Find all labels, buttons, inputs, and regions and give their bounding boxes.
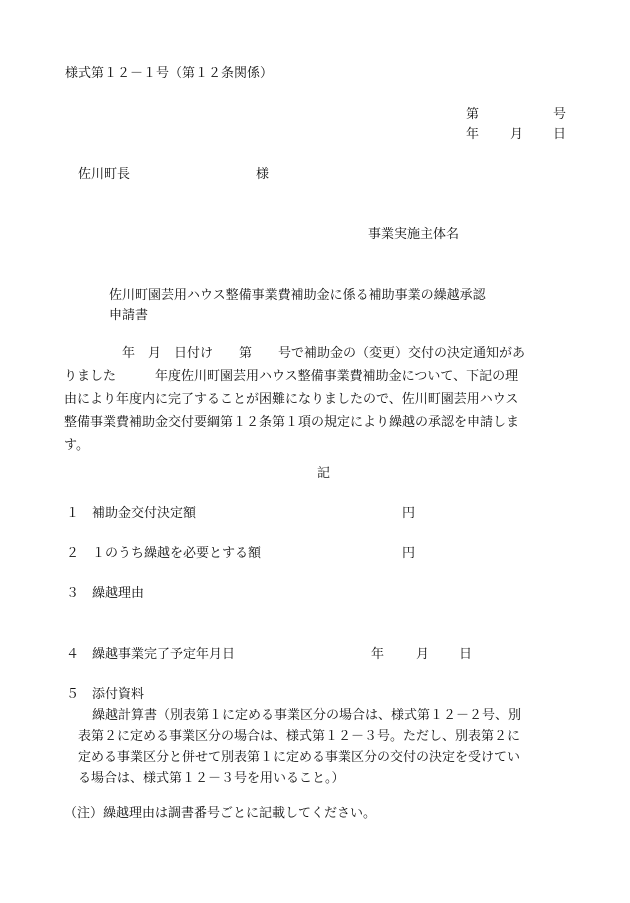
body-line-3: 由により年度内に完了することが困難になりましたので、佐川町園芸用ハウス [64,392,519,407]
addressee-honorific: 様 [256,167,270,182]
item4-month: 月 [416,647,430,662]
item5-text-line-3: 定める事業区分と併せて別表第１に定める事業区分の交付の決定を受けてい [78,750,521,765]
item3-number: ３ [66,586,80,601]
item3-label: 繰越理由 [92,586,145,601]
body-line-5: す。 [64,438,89,453]
item2-number: ２ [66,546,80,561]
item4-day: 日 [459,647,473,662]
body-line-1: 年 月 日付け 第 号で補助金の（変更）交付の決定通知があ [122,346,526,361]
item5-text-line-1: 繰越計算書（別表第１に定める事業区分の場合は、様式第１２－２号、別 [92,708,522,723]
doc-date-year: 年 [466,127,480,142]
doc-date-month: 月 [510,127,524,142]
item1-label: 補助金交付決定額 [92,506,197,521]
item4-number: ４ [66,647,80,662]
applicant-label: 事業実施主体名 [368,227,460,242]
item4-label: 繰越事業完了予定年月日 [92,647,236,662]
body-line-4: 整備事業費補助金交付要綱第１２条第１項の規定により繰越の承認を申請しま [64,415,520,430]
item5-text-line-2: 表第２に定める事業区分の場合は、様式第１２－３号。ただし、別表第２に [78,729,521,744]
body-line-2: りました 年度佐川町園芸用ハウス整備事業費補助金について、下記の理 [64,369,519,384]
footnote: （注）繰越理由は調書番号ごとに記載してください。 [64,806,377,821]
doc-number-dai: 第 [466,107,480,122]
item2-unit: 円 [402,546,416,561]
item2-label: １のうち繰越を必要とする額 [92,546,262,561]
document-title-line2: 申請書 [109,308,149,323]
ki-heading: 記 [317,466,331,481]
item1-unit: 円 [402,506,416,521]
item5-label: 添付資料 [92,687,145,702]
item1-number: １ [66,506,80,521]
doc-number-go: 号 [553,107,567,122]
item5-number: ５ [66,687,80,702]
item4-year: 年 [371,647,385,662]
addressee-name: 佐川町長 [78,167,131,182]
doc-date-day: 日 [553,127,567,142]
document-title-line1: 佐川町園芸用ハウス整備事業費補助金に係る補助事業の繰越承認 [109,288,486,303]
item5-text-line-4: る場合は、様式第１２－３号を用いること。） [78,771,345,786]
form-number: 様式第１２－１号（第１２条関係） [65,66,274,81]
